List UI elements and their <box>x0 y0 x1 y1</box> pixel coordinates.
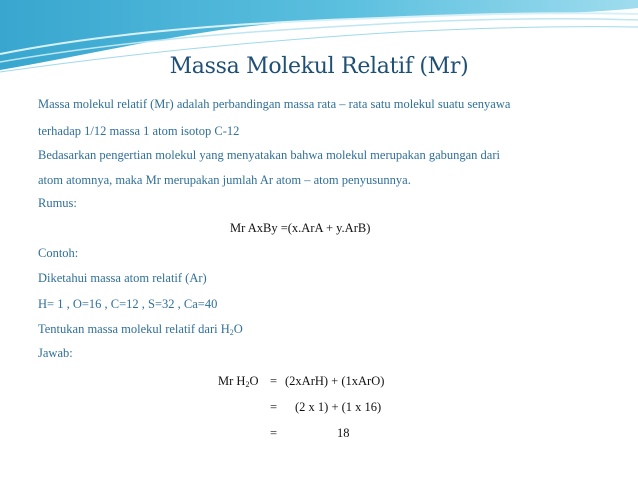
solution-lhs-suffix: O <box>249 374 259 388</box>
task-subscript: 2 <box>229 328 234 337</box>
slide-title: Massa Molekul Relatif (Mr) <box>169 54 469 79</box>
mr-formula: Mr AxBy =(x.ArA + y.ArB) <box>230 221 371 235</box>
definition-line-1: Massa molekul relatif (Mr) adalah perbandingan massa rata – rata satu molekul suatu senyawa <box>38 97 511 111</box>
equals-sign-3: = <box>270 426 278 440</box>
solution-step-1: (2xArH) + (1xArO) <box>285 374 385 388</box>
solution-step-2: (2 x 1) + (1 x 16) <box>295 400 382 414</box>
task-suffix: O <box>233 322 243 336</box>
contoh-label: Contoh: <box>38 246 79 260</box>
explanation-line-2: atom atomnya, maka Mr merupakan jumlah Ar atom – atom penyusunnya. <box>38 173 411 187</box>
equals-sign-2: = <box>270 400 278 414</box>
ar-values-line: H= 1 , O=16 , C=12 , S=32 , Ca=40 <box>38 297 218 311</box>
solution-lhs-subscript: 2 <box>245 380 250 389</box>
given-ar-line: Diketahui massa atom relatif (Ar) <box>38 271 207 285</box>
definition-line-2: terhadap 1/12 massa 1 atom isotop C-12 <box>38 124 240 138</box>
rumus-label: Rumus: <box>38 196 77 210</box>
solution-result: 18 <box>337 426 350 440</box>
jawab-label: Jawab: <box>38 346 73 360</box>
explanation-line-1: Bedasarkan pengertian molekul yang menyatakan bahwa molekul merupakan gabungan dari <box>38 148 500 162</box>
task-line <box>38 322 608 337</box>
equals-sign-1: = <box>270 374 278 388</box>
solution-lhs <box>218 374 258 389</box>
solution-lhs-text: Mr H <box>218 374 246 388</box>
task-text: Tentukan massa molekul relatif dari H <box>38 322 230 336</box>
